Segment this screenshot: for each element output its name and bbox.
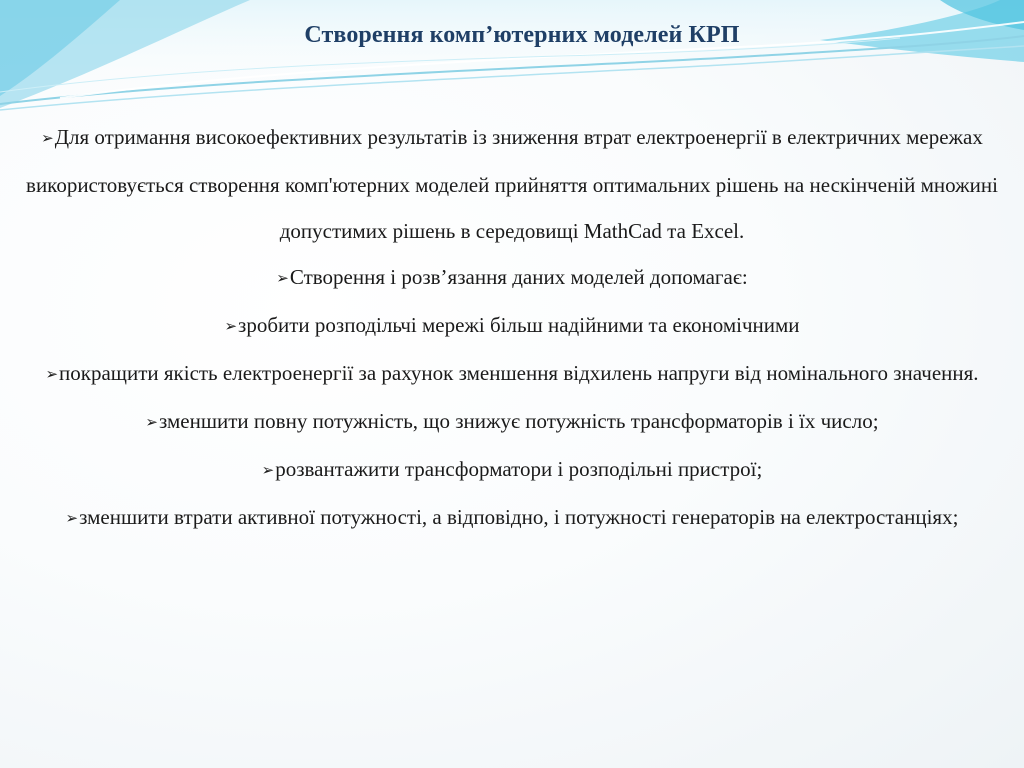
paragraph-text: розвантажити трансформатори і розподільні пристрої; [275,457,763,481]
paragraph-3 [10,302,1014,350]
paragraph-text: покращити якість електроенергії за рахунок зменшення відхилень напруги від номінального значення. [59,361,979,385]
arrow-bullet-icon: ➢ [276,269,289,287]
paragraph-7 [10,494,1014,542]
paragraph-1 [10,114,1014,254]
arrow-bullet-icon: ➢ [45,365,59,383]
slide-title: Створення комп’ютерних моделей КРП [304,22,740,48]
arrow-bullet-icon: ➢ [145,413,158,431]
paragraph-text: Створення і розв’язання даних моделей допомагає: [289,265,748,289]
arrow-bullet-icon: ➢ [41,129,54,147]
paragraph-text: зробити розподільчі мережі більш надійними та економічними [238,313,800,337]
paragraph-2 [10,254,1014,302]
slide-body [10,114,1014,542]
arrow-bullet-icon: ➢ [261,461,275,479]
arrow-bullet-icon: ➢ [224,317,238,335]
paragraph-text: зменшити повну потужність, що знижує потужність трансформаторів і їх число; [159,409,879,433]
header-wave-decoration [0,0,1024,120]
paragraph-4 [10,350,1014,398]
paragraph-text: зменшити втрати активної потужності, а відповідно, і потужності генераторів на електростанціях; [79,505,959,529]
arrow-bullet-icon: ➢ [65,509,79,527]
paragraph-5 [10,398,1014,446]
paragraph-6 [10,446,1014,494]
paragraph-text: Для отримання високоефективних результатів із зниження втрат електроенергії в електричних мережах використовується створення комп'ютерних моделей прийняття оптимальних рішень на нескінченій множині допустимих рішень в середовищі MathCad та Excel. [26,125,998,243]
